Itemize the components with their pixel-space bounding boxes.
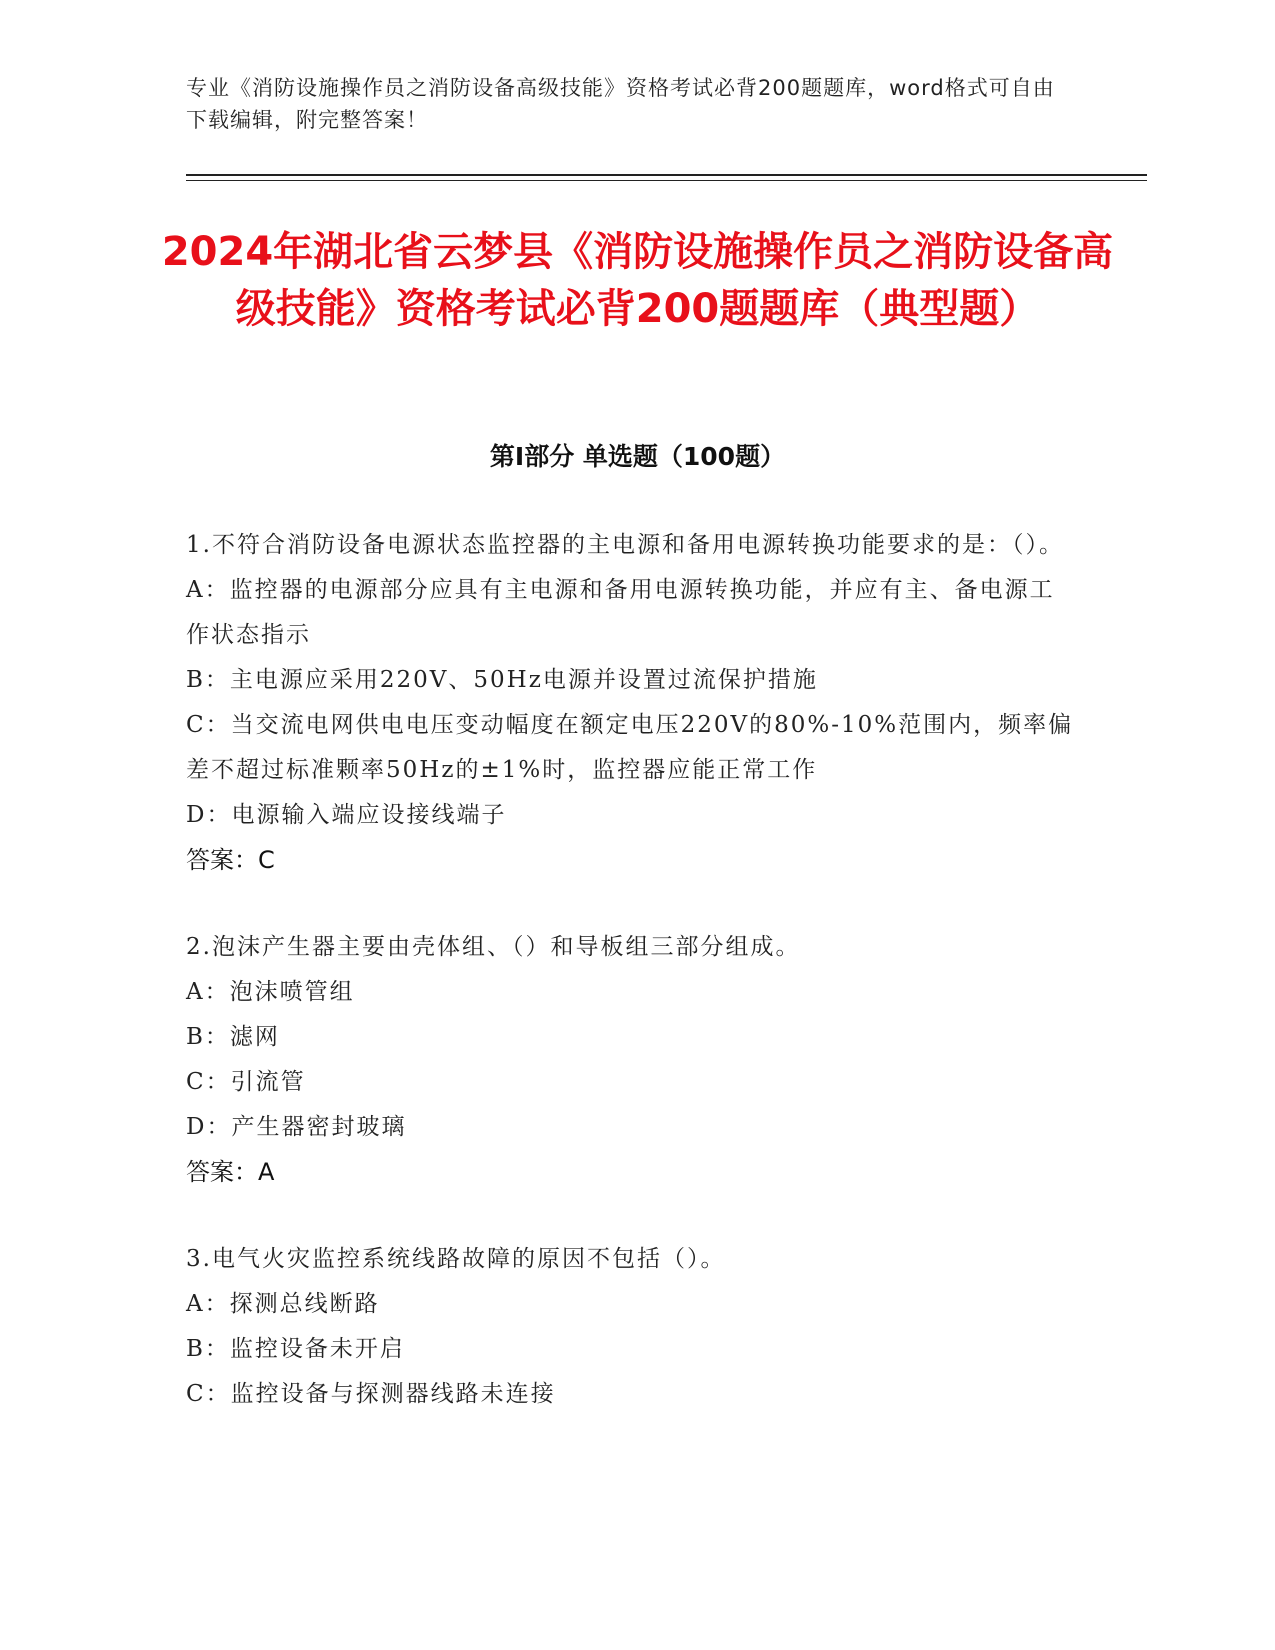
question-1 bbox=[186, 523, 1076, 883]
option-c: C：当交流电网供电电压变动幅度在额定电压220V的80%-10%范围内，频率偏差不超过标准颗率50Hz的±1%时，监控器应能正常工作 bbox=[186, 712, 1074, 783]
question-3 bbox=[186, 1237, 1076, 1417]
question-stem: 3.电气火灾监控系统线路故障的原因不包括（）。 bbox=[186, 1246, 726, 1272]
document-title: 2024年湖北省云梦县《消防设施操作员之消防设备高级技能》资格考试必背200题题库（典型题） bbox=[161, 229, 1114, 332]
header-rule-thick bbox=[186, 174, 1147, 176]
option-b: B：滤网 bbox=[186, 1024, 280, 1050]
question-2 bbox=[186, 925, 1076, 1195]
option-a: A：泡沫喷管组 bbox=[186, 979, 355, 1005]
option-c: C：监控设备与探测器线路未连接 bbox=[186, 1381, 556, 1407]
option-d: D：产生器密封玻璃 bbox=[186, 1114, 407, 1140]
option-a: A：监控器的电源部分应具有主电源和备用电源转换功能，并应有主、备电源工作状态指示 bbox=[186, 577, 1055, 648]
question-stem: 1.不符合消防设备电源状态监控器的主电源和备用电源转换功能要求的是：（）。 bbox=[186, 532, 1064, 558]
option-b: B：监控设备未开启 bbox=[186, 1336, 405, 1362]
section-title: 第Ⅰ部分 单选题（100题） bbox=[489, 442, 786, 471]
question-stem: 2.泡沫产生器主要由壳体组、（）和导板组三部分组成。 bbox=[186, 934, 801, 960]
header-rule-thin bbox=[186, 180, 1147, 181]
option-c: C：引流管 bbox=[186, 1069, 306, 1095]
option-b: B：主电源应采用220V、50Hz电源并设置过流保护措施 bbox=[186, 667, 818, 693]
option-d: D：电源输入端应设接线端子 bbox=[186, 802, 507, 828]
answer: 答案：C bbox=[186, 846, 275, 874]
question-list bbox=[186, 523, 1076, 1459]
answer: 答案：A bbox=[186, 1158, 275, 1186]
option-a: A：探测总线断路 bbox=[186, 1291, 380, 1317]
header-note: 专业《消防设施操作员之消防设备高级技能》资格考试必背200题题库，word格式可自由下载编辑，附完整答案！ bbox=[186, 76, 1055, 132]
